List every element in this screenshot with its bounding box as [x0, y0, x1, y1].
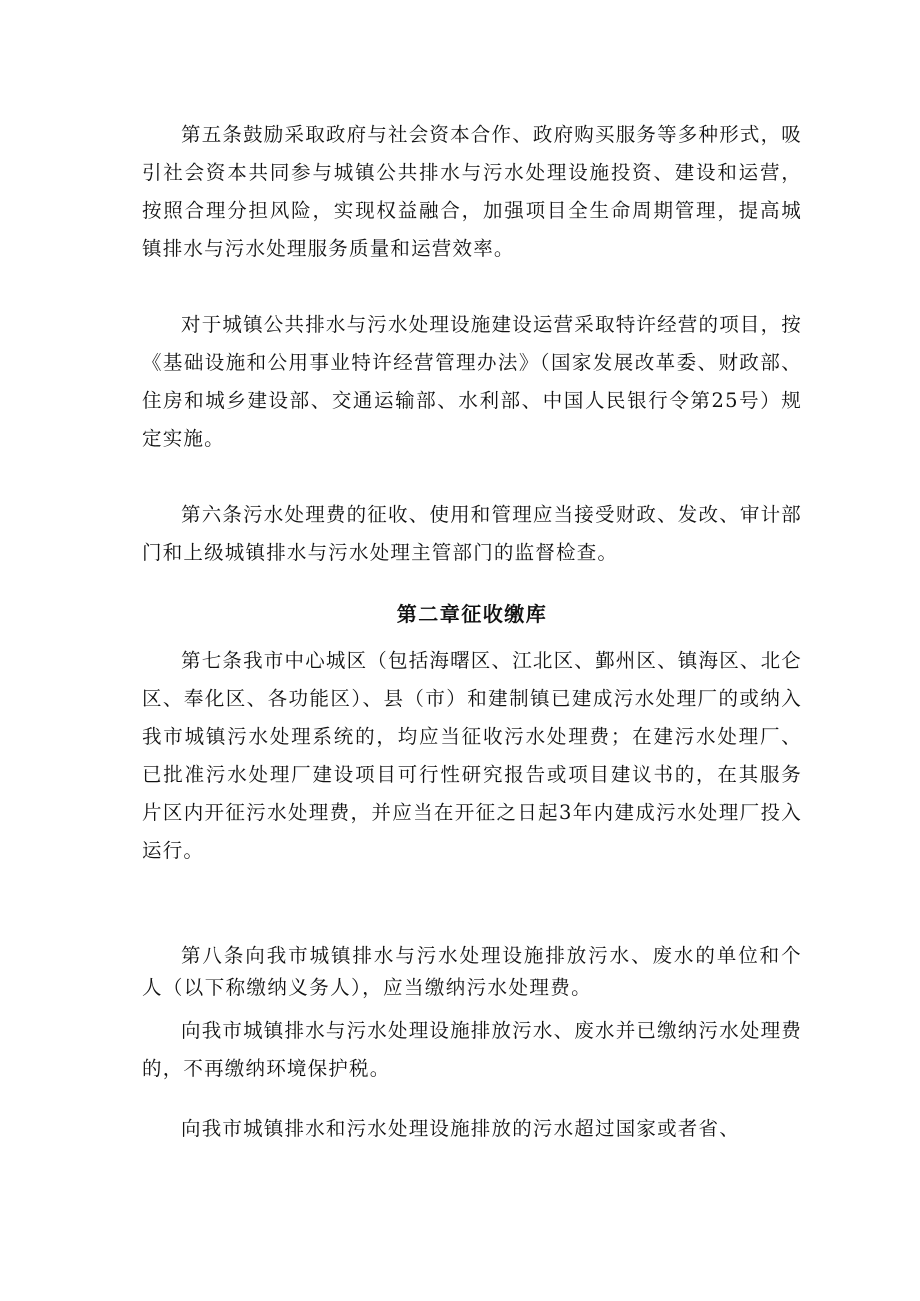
paragraph-franchise: 对于城镇公共排水与污水处理设施建设运营采取特许经营的项目，按《基础设施和公用事业特许经营管理办法》（国家发展改革委、财政部、住房和城乡建设部、交通运输部、水利部、中国人民银行令第25号）规定实施。: [142, 313, 803, 450]
paragraph-article-6: 第六条污水处理费的征收、使用和管理应当接受财政、发改、审计部门和上级城镇排水与污水处理主管部门的监督检查。: [142, 503, 803, 564]
chapter-heading: 第二章征收缴库: [396, 602, 548, 626]
paragraph-tax-exemption: 向我市城镇排水与污水处理设施排放污水、废水并已缴纳污水处理费的，不再缴纳环境保护税。: [142, 1019, 803, 1080]
paragraph-article-7: 第七条我市中心城区（包括海曙区、江北区、鄞州区、镇海区、北仑区、奉化区、各功能区）、县（市）和建制镇已建成污水处理厂的或纳入我市城镇污水处理系统的，均应当征收污水处理费；在建污水处理厂、已批准污水处理厂建设项目可行性研究报告或项目建议书的，在其服务片区内开征污水处理费，并应当在开征之日起3年内建成污水处理厂投入运行。: [142, 649, 803, 862]
paragraph-article-5: 第五条鼓励采取政府与社会资本合作、政府购买服务等多种形式，吸引社会资本共同参与城镇公共排水与污水处理设施投资、建设和运营，按照合理分担风险，实现权益融合，加强项目全生命周期管理，提高城镇排水与污水处理服务质量和运营效率。: [142, 123, 803, 260]
paragraph-article-8: 第八条向我市城镇排水与污水处理设施排放污水、废水的单位和个人（以下称缴纳义务人），应当缴纳污水处理费。: [142, 944, 802, 999]
paragraph-excess-discharge: 向我市城镇排水和污水处理设施排放的污水超过国家或者省、: [181, 1117, 740, 1140]
